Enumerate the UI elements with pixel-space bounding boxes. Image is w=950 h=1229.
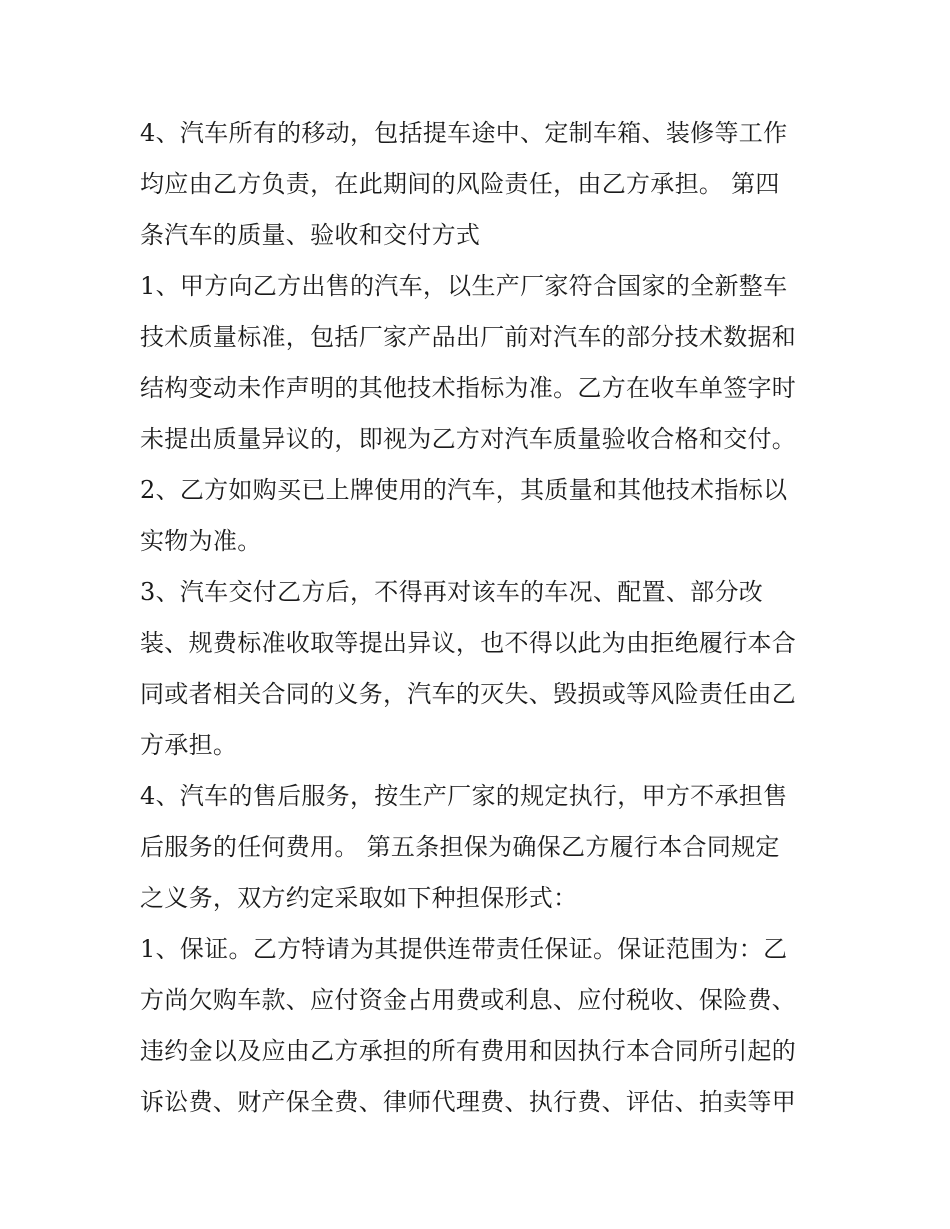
text-line: 1、甲方向乙方出售的汽车，以生产厂家符合国家的全新整车 <box>140 272 788 300</box>
text-line: 方尚欠购车款、应付资金占用费或利息、应付税收、保险费、 <box>140 986 797 1014</box>
text-line: 同或者相关合同的义务，汽车的灭失、毁损或等风险责任由乙 <box>140 680 797 708</box>
text-line: 条汽车的质量、验收和交付方式 <box>140 221 481 249</box>
text-line: 技术质量标准，包括厂家产品出厂前对汽车的部分技术数据和 <box>140 323 797 351</box>
text-line: 违约金以及应由乙方承担的所有费用和因执行本合同所引起的 <box>140 1037 797 1065</box>
text-line: 2、乙方如购买已上牌使用的汽车，其质量和其他技术指标以 <box>140 476 788 504</box>
text-line: 结构变动未作声明的其他技术指标为准。乙方在收车单签字时 <box>140 374 797 402</box>
contract-text <box>140 108 830 1128</box>
text-line: 之义务，双方约定采取如下种担保形式： <box>140 884 578 912</box>
text-line: 未提出质量异议的，即视为乙方对汽车质量验收合格和交付。 <box>140 425 797 453</box>
text-line: 4、汽车所有的移动，包括提车途中、定制车箱、装修等工作 <box>140 119 788 147</box>
text-line: 诉讼费、财产保全费、律师代理费、执行费、评估、拍卖等甲 <box>140 1088 797 1116</box>
text-line: 后服务的任何费用。 第五条担保为确保乙方履行本合同规定 <box>140 833 780 861</box>
text-line: 4、汽车的售后服务，按生产厂家的规定执行，甲方不承担售 <box>140 782 788 810</box>
text-line: 实物为准。 <box>140 527 262 555</box>
text-line: 方承担。 <box>140 731 238 759</box>
text-line: 1、保证。乙方特请为其提供连带责任保证。保证范围为：乙 <box>140 935 788 963</box>
text-line: 3、汽车交付乙方后，不得再对该车的车况、配置、部分改 <box>140 578 764 606</box>
text-line: 均应由乙方负责，在此期间的风险责任，由乙方承担。 第四 <box>140 170 780 198</box>
text-line: 装、规费标准收取等提出异议，也不得以此为由拒绝履行本合 <box>140 629 797 657</box>
